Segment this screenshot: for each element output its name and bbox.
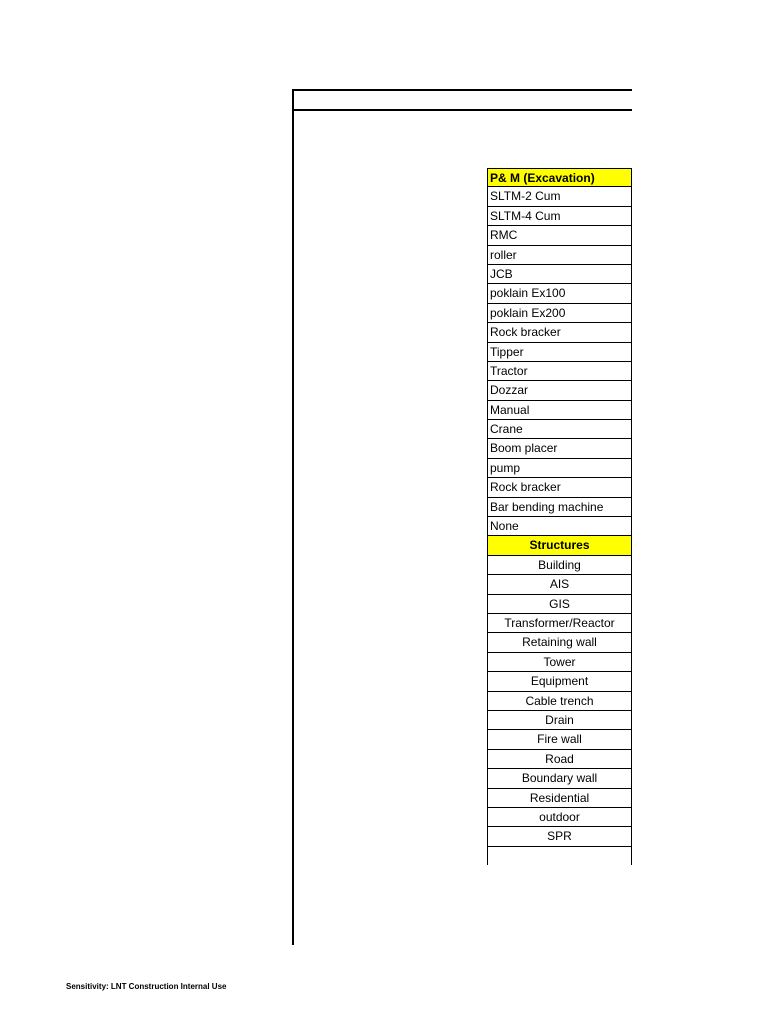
- structure-item: AIS: [487, 575, 632, 594]
- structure-item: Tower: [487, 653, 632, 672]
- structure-item: SPR: [487, 827, 632, 846]
- structure-item: Transformer/Reactor: [487, 614, 632, 633]
- structure-item: GIS: [487, 595, 632, 614]
- equipment-item: Tractor: [487, 362, 632, 381]
- equipment-item: SLTM-2 Cum: [487, 187, 632, 206]
- equipment-item: Manual: [487, 401, 632, 420]
- structures-header: Structures: [487, 536, 632, 555]
- equipment-item: Boom placer: [487, 439, 632, 458]
- equipment-item: pump: [487, 459, 632, 478]
- equipment-item: Rock bracker: [487, 478, 632, 497]
- structure-item: Residential: [487, 789, 632, 808]
- equipment-header: P& M (Excavation): [487, 168, 632, 187]
- structure-item: Drain: [487, 711, 632, 730]
- equipment-item: Bar bending machine: [487, 498, 632, 517]
- equipment-item: RMC: [487, 226, 632, 245]
- list-table: [487, 168, 632, 865]
- structure-item: outdoor: [487, 808, 632, 827]
- equipment-item: SLTM-4 Cum: [487, 207, 632, 226]
- structure-item: Building: [487, 556, 632, 575]
- equipment-item: Crane: [487, 420, 632, 439]
- structure-item: Boundary wall: [487, 769, 632, 788]
- equipment-item: JCB: [487, 265, 632, 284]
- empty-row: [487, 847, 632, 865]
- sensitivity-label: Sensitivity: LNT Construction Internal Use: [66, 982, 227, 991]
- structure-item: Equipment: [487, 672, 632, 691]
- structure-item: Cable trench: [487, 692, 632, 711]
- equipment-item: poklain Ex200: [487, 304, 632, 323]
- structure-item: Fire wall: [487, 730, 632, 749]
- frame-left-border: [292, 89, 294, 945]
- frame-top-border: [292, 89, 632, 91]
- equipment-item: Rock bracker: [487, 323, 632, 342]
- equipment-item: Dozzar: [487, 381, 632, 400]
- equipment-item: poklain Ex100: [487, 284, 632, 303]
- equipment-item: roller: [487, 246, 632, 265]
- structure-item: Retaining wall: [487, 633, 632, 652]
- equipment-item: None: [487, 517, 632, 536]
- equipment-item: Tipper: [487, 343, 632, 362]
- structure-item: Road: [487, 750, 632, 769]
- frame-header-border: [292, 109, 632, 111]
